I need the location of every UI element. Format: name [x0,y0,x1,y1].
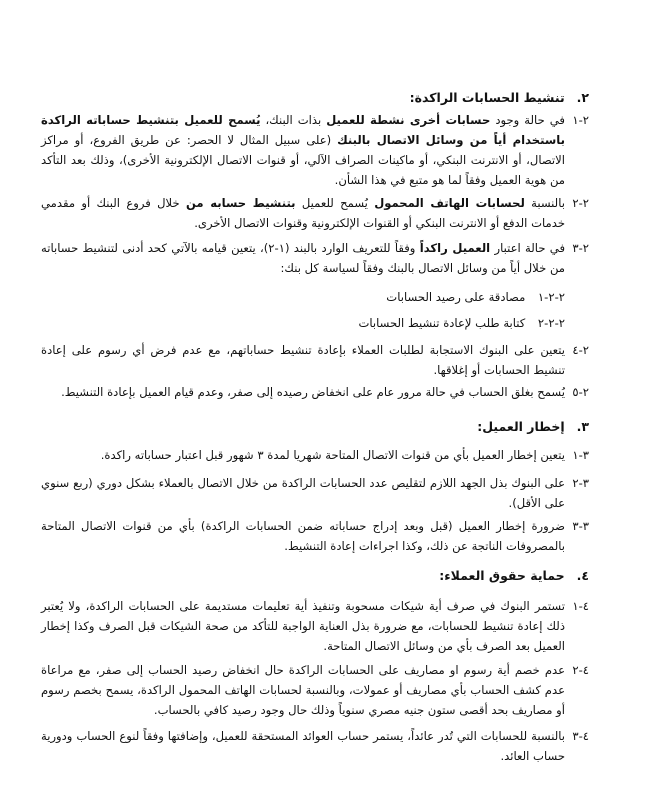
text-segment: يتعين على البنوك الاستجابة لطلبات العملاء بإعادة تنشيط حساباتهم، [220,343,566,357]
clause-text: بالنسبة للحسابات التي تُدر عائداً، يستمر حساب العوائد المستحقة للعميل، وإضافتها وفقاً لنوع الحساب ودورية حساب العائد. [41,729,565,763]
text-segment: بالنسبة [524,196,565,210]
section-heading [410,90,589,105]
clause-number: ٤-١ [572,599,589,613]
clause-2-3 [41,238,589,278]
clause-number: ٢-١ [572,113,589,127]
section-number: ٤. [576,568,589,583]
subclause-number: ٢-٢-٢ [537,316,565,330]
subclause-2-2-1 [386,290,565,304]
clause-2-2 [41,193,589,233]
clause-text [41,193,565,233]
clause-number: ٣-٢ [572,476,589,490]
bold-segment: لحسابات الهاتف المحمول [374,196,525,210]
section-number: ٣. [576,419,589,434]
clause-number: ٣-٣ [572,519,589,533]
clause-2-5 [41,382,589,402]
bold-segment: العميل راكداً [419,241,491,255]
text-segment: مع عدم فرض أي رسوم على إعادة تنشيط الحسابات أو إغلاقها. [41,343,565,377]
clause-text [41,238,565,278]
clause-text: على البنوك بذل الجهد اللازم لتقليص عدد الحسابات الراكدة من خلال الاتصال بالعملاء بشكل دوري (ربع سنوي على الأقل). [41,476,565,510]
clause-number: ٤-٢ [572,663,589,677]
subclause-2-2-2 [358,316,565,330]
text-segment: في حالة اعتبار [490,241,566,255]
clause-3-1 [41,445,589,465]
section-heading [439,568,589,583]
section-title: حماية حقوق العملاء: [439,568,565,583]
clause-text [41,340,565,380]
clause-number: ٢-٤ [572,343,589,357]
clause-text [41,110,565,190]
clause-3-3 [41,516,589,556]
text-segment: بذات البنك، [260,113,327,127]
clause-3-2 [41,473,589,513]
text-segment: خلال فروع البنك أو مقدمي خدمات الدفع أو الانترنت البنكي أو القنوات الإلكترونية وقنوات الاتصال الأخرى. [41,196,565,230]
clause-text: عدم خصم أية رسوم او مصاريف على الحسابات الراكدة حال انخفاض رصيد الحساب إلى صفر، مع مراعاة عدم كشف الحساب بأي مصاريف أو عمولات، وبالنسبة لحسابات الهاتف المحمول الراكدة، يسمح بخصم رسوم أو مصاريف بحد أقصى ستون جنيه مصري سنوياً وذلك حال وجود رصيد كافي بالحساب. [41,663,565,717]
bold-segment: بتنشيط حسابه من [185,196,296,210]
clause-number: ٣-١ [572,448,589,462]
clause-4-3 [41,726,589,766]
section-title: تنشيط الحسابات الراكدة: [409,90,565,105]
section-number: ٢. [576,90,589,105]
text-segment: في حالة وجود [490,113,565,127]
clause-2-4 [41,340,589,380]
clause-number: ٢-٣ [572,241,589,255]
clause-number: ٢-٢ [572,196,589,210]
clause-number: ٢-٥ [572,385,589,399]
bold-segment: حسابات أخرى نشطة للعميل [326,113,491,127]
section-heading [477,419,589,434]
clause-4-1 [41,596,589,656]
clause-text: يُسمح بغلق الحساب في حالة مرور عام على انخفاض رصيده إلى صفر، وعدم قيام العميل بإعادة التنشيط. [61,385,565,399]
section-title: إخطار العميل: [477,419,565,434]
clause-number: ٤-٣ [572,729,589,743]
text-segment: وفقاً للتعريف الوارد بالبند (١-٢)، يتعين قيامه بالآتي كحد أدنى لتنشيط حساباته من خلال أياً من وسائل الاتصال بالبنك وفقاً لسياسة كل بنك: [41,241,565,275]
text-segment: (على سبيل المثال لا الحصر: عن طريق الفروع، أو مراكز الاتصال، أو الانترنت البنكي، أو ماكينات الصراف الآلي، أو قنوات الاتصال الإلكترونية الأخرى)، وذلك بعد التأكد من هوية العميل وفقاً لما هو متبع في هذا الشأن. [41,133,565,187]
subclause-text: كتابة طلب لإعادة تنشيط الحسابات [358,316,526,330]
subclause-number: ٢-٢-١ [537,290,565,304]
bold-segment: يُسمح للعميل بتنشيط حساباته الراكدة باستخدام أياً من وسائل الاتصال بالبنك [41,113,565,147]
text-segment: يُسمح للعميل [295,196,375,210]
clause-4-2 [41,660,589,720]
clause-2-1 [41,110,589,190]
clause-text: تستمر البنوك في صرف أية شيكات مسحوبة وتنفيذ أية تعليمات مستديمة على الحسابات الراكدة، ولا يُعتبر ذلك إعادة تنشيط للحسابات، مع ضرورة بذل العناية الواجبة للتأكد من صحة الشيكات قبل الصرف وكذا إخطار العميل بعد الصرف بأي من وسائل الاتصال المتاحة. [41,599,565,653]
clause-text: يتعين إخطار العميل بأي من قنوات الاتصال المتاحة شهريا لمدة ٣ شهور قبل اعتبار حساباته راكدة. [100,448,565,462]
clause-text: ضرورة إخطار العميل (قبل وبعد إدراج حساباته ضمن الحسابات الراكدة) بأي من قنوات الاتصال المتاحة بالمصروفات الناتجة عن ذلك، وكذا اجراءات إعادة التنشيط. [41,519,565,553]
subclause-text: مصادقة على رصيد الحسابات [386,290,526,304]
